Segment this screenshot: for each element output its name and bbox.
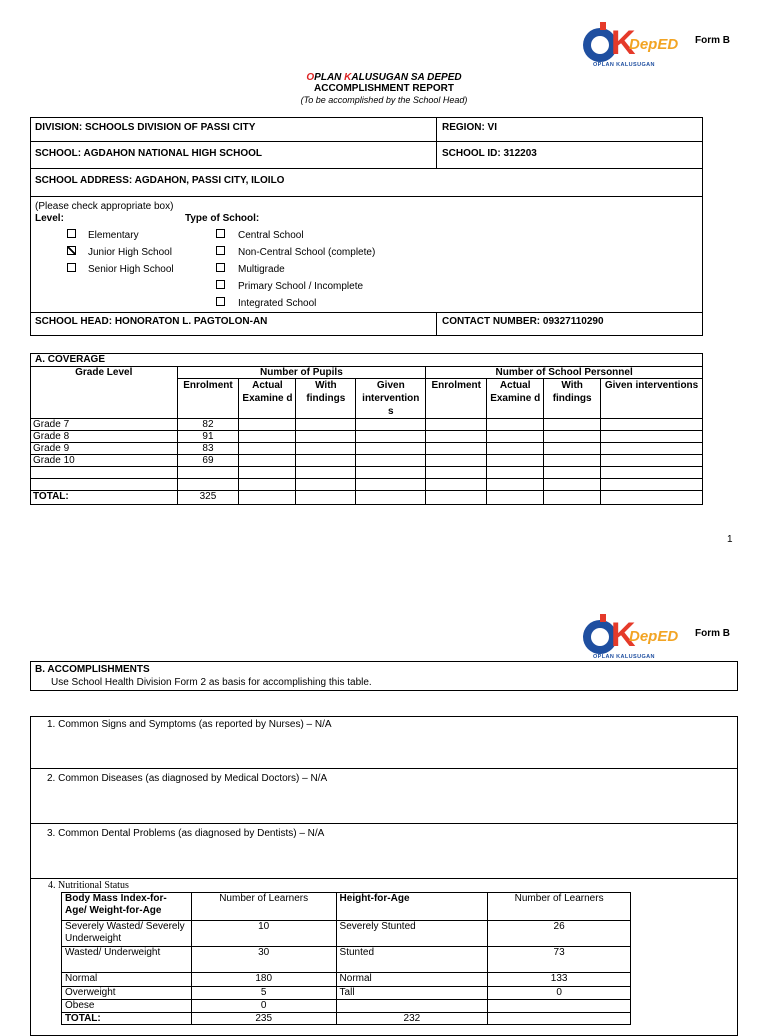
hfa-count: 73 (488, 947, 631, 973)
hfa-category: Normal (336, 973, 488, 987)
checkbox-central[interactable] (216, 229, 225, 238)
grade-cell: Grade 8 (31, 431, 178, 443)
empty-cell (487, 467, 544, 479)
empty-cell (544, 479, 601, 491)
empty-cell (239, 419, 296, 431)
empty-cell (487, 455, 544, 467)
bmi-category: Severely Wasted/ Severely Underweight (62, 921, 192, 947)
table-row (31, 455, 703, 467)
personnel-header: Number of School Personnel (426, 367, 703, 379)
report-title (0, 72, 768, 83)
logo-subtitle: OPLAN KALUSUGAN (593, 654, 655, 660)
enrolment-cell: 69 (177, 455, 239, 467)
bmi-count: 5 (191, 987, 336, 1000)
logo-deped: DepED (629, 36, 679, 53)
empty-cell (356, 443, 426, 455)
grade-cell: Grade 7 (31, 419, 178, 431)
school-head-field: SCHOOL HEAD: HONORATON L. PAGTOLON-AN (35, 316, 268, 327)
enrolment-cell: 91 (177, 431, 239, 443)
empty-cell (601, 443, 703, 455)
title-letter-k: K (344, 72, 352, 83)
empty-cell (356, 479, 426, 491)
empty-cell (239, 467, 296, 479)
type-central: Central School (238, 230, 304, 241)
logo-accent (600, 614, 606, 622)
accomplishments-title: B. ACCOMPLISHMENTS (35, 664, 150, 675)
empty-cell (487, 431, 544, 443)
checkbox-non-central[interactable] (216, 246, 225, 255)
region-field: REGION: VI (442, 122, 498, 133)
bmi-count: 30 (191, 947, 336, 973)
empty-cell (296, 479, 356, 491)
enrolment-cell: 83 (177, 443, 239, 455)
table-row (62, 973, 631, 987)
empty-cell (296, 455, 356, 467)
contact-field: CONTACT NUMBER: 09327110290 (442, 316, 604, 327)
bmi-category: Normal (62, 973, 192, 987)
type-multigrade: Multigrade (238, 264, 285, 275)
bmi-count: 0 (191, 1000, 336, 1013)
empty-cell (426, 431, 487, 443)
empty-cell (426, 455, 487, 467)
enrolment-cell (177, 479, 239, 491)
coverage-total-label: TOTAL: (31, 491, 178, 505)
empty-cell (356, 419, 426, 431)
empty-cell (296, 443, 356, 455)
bmi-count-header: Number of Learners (191, 893, 336, 921)
logo-accent (600, 22, 606, 30)
empty-cell (487, 479, 544, 491)
bmi-category: Obese (62, 1000, 192, 1013)
empty-cell (487, 419, 544, 431)
checkbox-senior-high[interactable] (67, 263, 76, 272)
coverage-title: A. COVERAGE (31, 354, 703, 367)
item-dental-problems: 3. Common Dental Problems (as diagnosed by Dentists) – N/A (47, 828, 325, 839)
empty-cell (356, 455, 426, 467)
grade-level-header: Grade Level (31, 367, 178, 419)
grade-cell (31, 467, 178, 479)
empty-cell (601, 419, 703, 431)
type-integrated: Integrated School (238, 298, 317, 309)
hfa-category: Tall (336, 987, 488, 1000)
type-non-central: Non-Central School (complete) (238, 247, 376, 258)
empty-cell (601, 455, 703, 467)
type-label: Type of School: (185, 213, 260, 224)
page-number: 1 (727, 534, 733, 545)
nutrition-total-hfa: 232 (336, 1013, 488, 1025)
empty-cell (544, 419, 601, 431)
hfa-category: Stunted (336, 947, 488, 973)
bmi-category: Wasted/ Underweight (62, 947, 192, 973)
empty-cell (487, 443, 544, 455)
pupils-header: Number of Pupils (177, 367, 426, 379)
checkbox-junior-high[interactable] (67, 246, 76, 255)
hfa-count-header: Number of Learners (488, 893, 631, 921)
level-junior-high: Junior High School (88, 247, 172, 258)
col-staff-enrolment: Enrolment (426, 379, 487, 419)
hfa-category: Severely Stunted (336, 921, 488, 947)
division-field: DIVISION: SCHOOLS DIVISION OF PASSI CITY (35, 122, 256, 133)
coverage-total-value: 325 (177, 491, 239, 505)
report-note: (To be accomplished by the School Head) (300, 95, 468, 105)
address-field: SCHOOL ADDRESS: AGDAHON, PASSI CITY, ILOILO (35, 175, 285, 186)
bmi-count: 180 (191, 973, 336, 987)
table-row (31, 431, 703, 443)
empty-cell (544, 455, 601, 467)
empty-cell (601, 467, 703, 479)
title-part2: ALUSUGAN SA DEPED (351, 72, 462, 83)
hfa-category (336, 1000, 488, 1013)
item-nutritional-status: 4. Nutritional Status (48, 880, 129, 891)
col-pupil-findings: With findings (296, 379, 356, 419)
logo-subtitle: OPLAN KALUSUGAN (593, 62, 655, 68)
checkbox-elementary[interactable] (67, 229, 76, 238)
col-staff-examined: Actual Examine d (487, 379, 544, 419)
level-elementary: Elementary (88, 230, 139, 241)
empty-cell (356, 431, 426, 443)
enrolment-cell: 82 (177, 419, 239, 431)
empty-cell (601, 479, 703, 491)
empty-cell (296, 431, 356, 443)
empty-cell (544, 443, 601, 455)
table-row (31, 443, 703, 455)
hfa-count (488, 1000, 631, 1013)
nutrition-total-bmi: 235 (191, 1013, 336, 1025)
empty-cell (239, 431, 296, 443)
bmi-category: Overweight (62, 987, 192, 1000)
oplan-kalusugan-logo (583, 26, 683, 76)
empty-cell (544, 467, 601, 479)
hfa-count: 26 (488, 921, 631, 947)
report-subtitle: ACCOMPLISHMENT REPORT (314, 83, 454, 94)
col-pupil-enrolment: Enrolment (177, 379, 239, 419)
type-primary: Primary School / Incomplete (238, 281, 364, 292)
empty-cell (426, 479, 487, 491)
table-row (62, 921, 631, 947)
empty-cell (356, 467, 426, 479)
checkbox-primary[interactable] (216, 280, 225, 289)
enrolment-cell (177, 467, 239, 479)
logo-deped: DepED (629, 628, 679, 645)
table-row (62, 947, 631, 973)
empty-cell (239, 443, 296, 455)
col-staff-interventions: Given interventions (601, 379, 703, 419)
table-row (62, 1000, 631, 1013)
form-label: Form B (695, 35, 730, 46)
checkbox-multigrade[interactable] (216, 263, 225, 272)
logo-k: K (611, 24, 636, 62)
table-row (31, 467, 703, 479)
grade-cell: Grade 10 (31, 455, 178, 467)
nutrition-total-label: TOTAL: (62, 1013, 192, 1025)
level-senior-high: Senior High School (88, 264, 174, 275)
form-label-2: Form B (695, 628, 730, 639)
table-row (31, 479, 703, 491)
empty-cell (239, 455, 296, 467)
coverage-table (30, 353, 703, 505)
empty-cell (296, 419, 356, 431)
empty-cell (426, 419, 487, 431)
empty-cell (426, 443, 487, 455)
empty-cell (426, 467, 487, 479)
hfa-count: 133 (488, 973, 631, 987)
col-staff-findings: With findings (544, 379, 601, 419)
grade-cell: Grade 9 (31, 443, 178, 455)
school-field: SCHOOL: AGDAHON NATIONAL HIGH SCHOOL (35, 148, 263, 159)
accomplishments-note: Use School Health Division Form 2 as basis for accomplishing this table. (51, 677, 372, 688)
item-common-diseases: 2. Common Diseases (as diagnosed by Medical Doctors) – N/A (47, 773, 328, 784)
hfa-count: 0 (488, 987, 631, 1000)
empty-cell (601, 431, 703, 443)
grade-cell (31, 479, 178, 491)
empty-cell (239, 479, 296, 491)
nutrition-table (61, 892, 631, 1025)
table-row (62, 987, 631, 1000)
col-pupil-interventions: Given intervention s (356, 379, 426, 419)
bmi-header: Body Mass Index-for-Age/ Weight-for-Age (62, 893, 192, 921)
item-signs-symptoms: 1. Common Signs and Symptoms (as reported by Nurses) – N/A (47, 719, 332, 730)
empty-cell (544, 431, 601, 443)
school-id-field: SCHOOL ID: 312203 (442, 148, 537, 159)
title-letter-o: O (306, 72, 315, 83)
logo-k: K (611, 616, 636, 654)
title-part1: PLAN (314, 72, 345, 83)
check-note: (Please check appropriate box) (35, 201, 174, 212)
col-pupil-examined: Actual Examine d (239, 379, 296, 419)
empty-cell (296, 467, 356, 479)
bmi-count: 10 (191, 921, 336, 947)
table-row (31, 419, 703, 431)
checkbox-integrated[interactable] (216, 297, 225, 306)
hfa-header: Height-for-Age (336, 893, 488, 921)
level-label: Level: (35, 213, 64, 224)
